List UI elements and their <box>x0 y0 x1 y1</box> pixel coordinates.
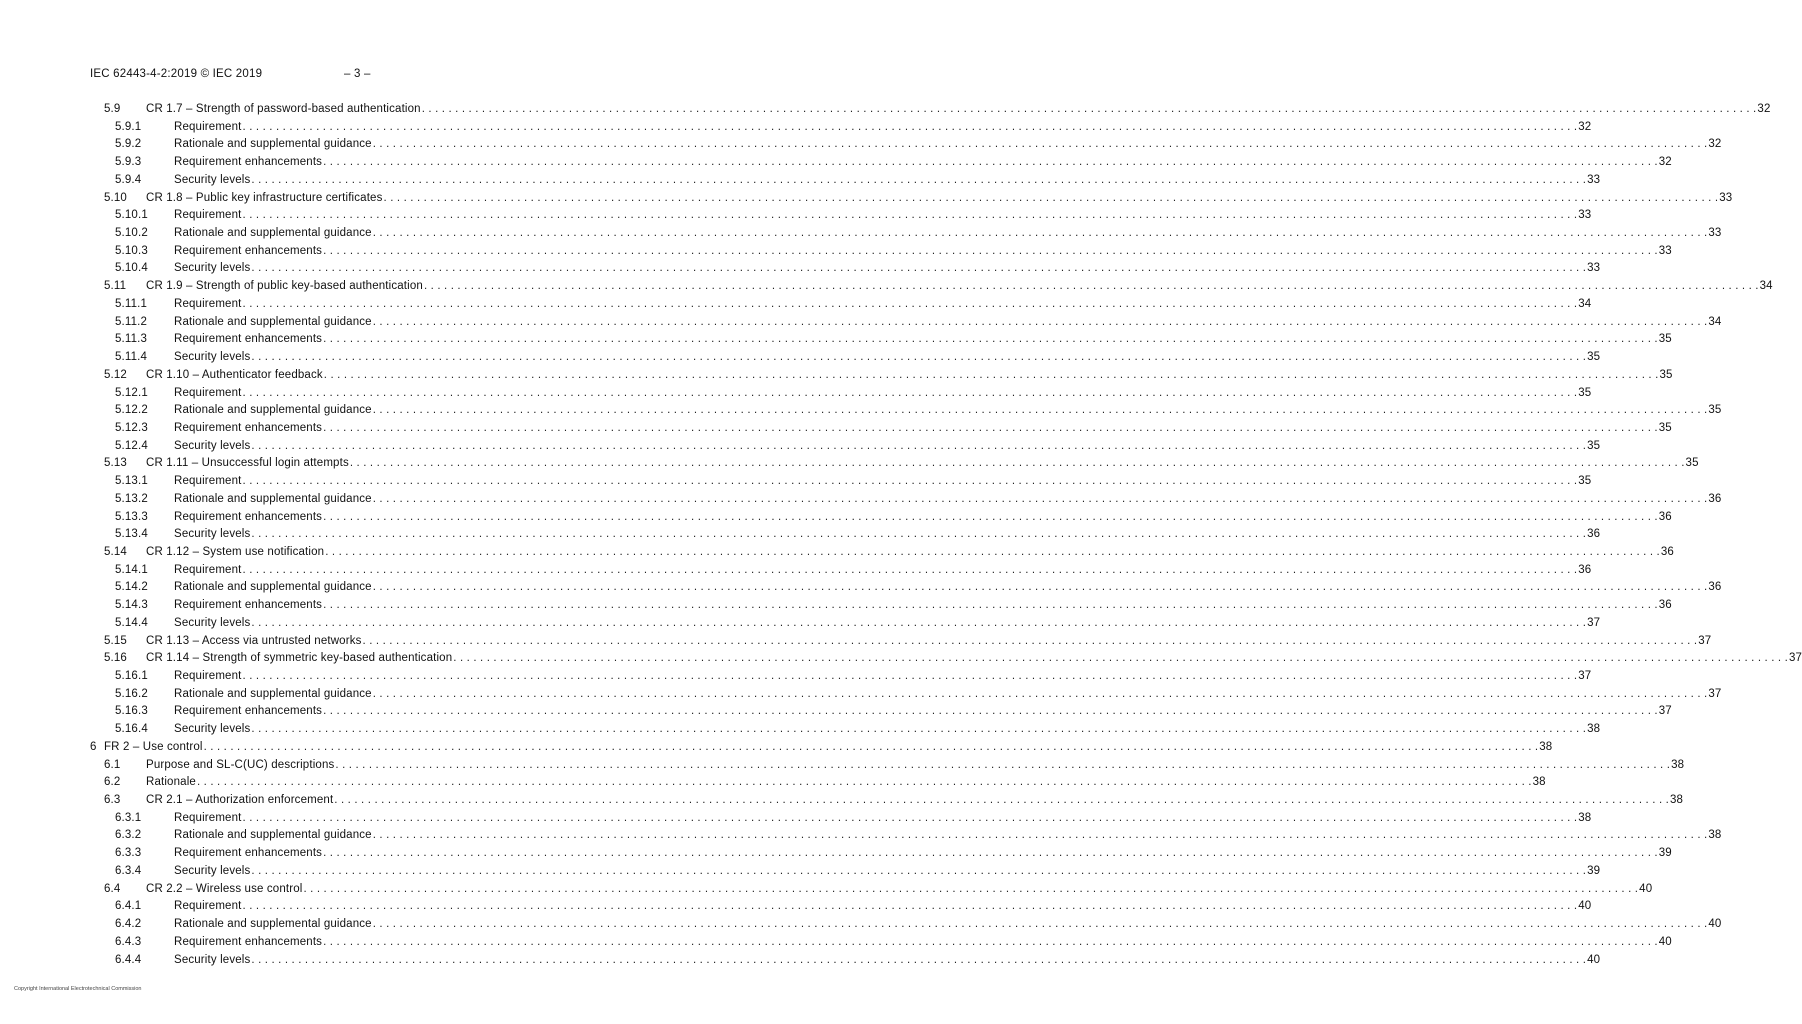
toc-entry-page: 33 <box>1587 262 1601 275</box>
dot-leader: . . . . . . . . . . . . . . . . . . . . . . . . . . . . . . . . . . . . . . . . . . . . . . . . . . . . . . . . . . . . . . . . . . . . . . . . . . . . . . . . . . . . . . . . . . . . . . . . . . . . . . . . . . . . . . . . . . . . . . . . . . . . . . . . . . . . . . . . . . . . . . . . . . . . . . . . . . . . . . . . . . . . . . . . . . . . . . . . . . . . . . . . . . . . . . . . . . . . . . . . <box>251 864 1587 877</box>
toc-entry[interactable] <box>0 845 1672 863</box>
toc-entry-title: Requirement enhancements <box>174 156 323 169</box>
dot-leader: . . . . . . . . . . . . . . . . . . . . . . . . . . . . . . . . . . . . . . . . . . . . . . . . . . . . . . . . . . . . . . . . . . . . . . . . . . . . . . . . . . . . . . . . . . . . . . . . . . . . . . . . . . . . . . . . . . . . . . . . . . . . . . . . . . . . . . . . . . . . . . . . . . . . . . . . . . . . . . . . . . . . . . . . . . . . . . . . . . . . . . . . . . . . . . . . . . . . . . . . <box>242 900 1578 913</box>
toc-entry-page: 40 <box>1658 935 1672 948</box>
dot-leader: . . . . . . . . . . . . . . . . . . . . . . . . . . . . . . . . . . . . . . . . . . . . . . . . . . . . . . . . . . . . . . . . . . . . . . . . . . . . . . . . . . . . . . . . . . . . . . . . . . . . . . . . . . . . . . . . . . . . . . . . . . . . . . . . . . . . . . . . . . . . . . . . . . . . . . . . . . . . . . . . . . . . . . . . . . . . . . . . . . . . . . . . . . . . . . . . . . . . . . . . <box>372 138 1708 151</box>
page-number: – 3 – <box>344 68 371 80</box>
toc-entry[interactable] <box>0 686 1722 704</box>
toc-entry-page: 37 <box>1788 652 1802 665</box>
dot-leader: . . . . . . . . . . . . . . . . . . . . . . . . . . . . . . . . . . . . . . . . . . . . . . . . . . . . . . . . . . . . . . . . . . . . . . . . . . . . . . . . . . . . . . . . . . . . . . . . . . . . . . . . . . . . . . . . . . . . . . . . . . . . . . . . . . . . . . . . . . . . . . . . . . . . . . . . . . . . . . . . . . . . . . . . . . . . . . . . . . . . . . . . . . . . . . . . . . . . . . . . <box>349 457 1685 470</box>
toc-entry[interactable] <box>0 278 1773 296</box>
toc-entry-title: Requirement enhancements <box>174 599 323 612</box>
toc-entry-number: 5.14 <box>104 545 127 558</box>
toc-entry-title: FR 2 – Use control <box>104 740 203 753</box>
toc-entry[interactable] <box>0 455 1699 473</box>
dot-leader: . . . . . . . . . . . . . . . . . . . . . . . . . . . . . . . . . . . . . . . . . . . . . . . . . . . . . . . . . . . . . . . . . . . . . . . . . . . . . . . . . . . . . . . . . . . . . . . . . . . . . . . . . . . . . . . . . . . . . . . . . . . . . . . . . . . . . . . . . . . . . . . . . . . . . . . . . . . . . . . . . . . . . . . . . . . . . . . . . . . . . . . . . . . . . . . . . . . . . . . . <box>372 581 1708 594</box>
toc-entry[interactable] <box>0 615 1601 633</box>
toc-entry-number: 5.16.2 <box>115 687 148 700</box>
toc-entry-number: 5.9.1 <box>115 120 142 133</box>
toc-entry[interactable] <box>0 863 1601 881</box>
dot-leader: . . . . . . . . . . . . . . . . . . . . . . . . . . . . . . . . . . . . . . . . . . . . . . . . . . . . . . . . . . . . . . . . . . . . . . . . . . . . . . . . . . . . . . . . . . . . . . . . . . . . . . . . . . . . . . . . . . . . . . . . . . . . . . . . . . . . . . . . . . . . . . . . . . . . . . . . . . . . . . . . . . . . . . . . . . . . . . . . . . . . . . . . . . . . . . . . . . . . . . . . <box>372 227 1708 240</box>
toc-entry-page: 35 <box>1587 351 1601 364</box>
toc-entry-page: 37 <box>1587 616 1601 629</box>
toc-entry-page: 35 <box>1658 421 1672 434</box>
dot-leader: . . . . . . . . . . . . . . . . . . . . . . . . . . . . . . . . . . . . . . . . . . . . . . . . . . . . . . . . . . . . . . . . . . . . . . . . . . . . . . . . . . . . . . . . . . . . . . . . . . . . . . . . . . . . . . . . . . . . . . . . . . . . . . . . . . . . . . . . . . . . . . . . . . . . . . . . . . . . . . . . . . . . . . . . . . . . . . . . . . . . . . . . . . . . . . . . . . . . . . . . <box>242 670 1578 682</box>
toc-entry-page: 36 <box>1658 599 1672 612</box>
toc-entry-page: 36 <box>1708 581 1722 594</box>
toc-entry-title: Security levels <box>174 616 251 629</box>
toc-entry[interactable] <box>0 296 1592 314</box>
toc-entry[interactable] <box>0 668 1592 686</box>
toc-entry-title: Requirement enhancements <box>174 935 323 948</box>
toc-entry[interactable] <box>0 438 1601 456</box>
toc-entry[interactable] <box>0 633 1712 651</box>
toc-entry-number: 5.12.1 <box>115 386 148 399</box>
toc-entry-page: 35 <box>1685 457 1699 470</box>
toc-entry-title: Rationale and supplemental guidance <box>174 581 372 594</box>
toc-entry-title: Rationale and supplemental guidance <box>174 138 372 151</box>
toc-entry-number: 5.9.2 <box>115 138 142 151</box>
dot-leader: . . . . . . . . . . . . . . . . . . . . . . . . . . . . . . . . . . . . . . . . . . . . . . . . . . . . . . . . . . . . . . . . . . . . . . . . . . . . . . . . . . . . . . . . . . . . . . . . . . . . . . . . . . . . . . . . . . . . . . . . . . . . . . . . . . . . . . . . . . . . . . . . . . . . . . . . . . . . . . . . . . . . . . . . . . . . . . . . . . . . . . . . . . . . . . . . . . . . . . . . <box>372 918 1708 931</box>
toc-entry-page: 38 <box>1578 811 1592 824</box>
toc-entry-page: 35 <box>1578 386 1592 399</box>
toc-entry[interactable] <box>0 473 1592 491</box>
toc-entry-title: Requirement enhancements <box>174 510 323 523</box>
toc-entry[interactable] <box>0 650 1802 668</box>
toc-entry-page: 36 <box>1578 563 1592 576</box>
page-header <box>90 68 650 84</box>
toc-entry[interactable] <box>0 207 1592 225</box>
dot-leader: . . . . . . . . . . . . . . . . . . . . . . . . . . . . . . . . . . . . . . . . . . . . . . . . . . . . . . . . . . . . . . . . . . . . . . . . . . . . . . . . . . . . . . . . . . . . . . . . . . . . . . . . . . . . . . . . . . . . . . . . . . . . . . . . . . . . . . . . . . . . . . . . . . . . . . . . . . . . . . . . . . . . . . . . . . . . . . . . . . . . . . . . . . . . . . . . . . . . . . . . <box>242 297 1578 310</box>
dot-leader: . . . . . . . . . . . . . . . . . . . . . . . . . . . . . . . . . . . . . . . . . . . . . . . . . . . . . . . . . . . . . . . . . . . . . . . . . . . . . . . . . . . . . . . . . . . . . . . . . . . . . . . . . . . . . . . . . . . . . . . . . . . . . . . . . . . . . . . . . . . . . . . . . . . . . . . . . . . . . . . . . . . . . . . . . . . . . . . . . . . . . . . . . . . . . . . . . . . . . . . . <box>251 351 1587 364</box>
toc-entry-title: Requirement <box>174 563 242 576</box>
dot-leader: . . . . . . . . . . . . . . . . . . . . . . . . . . . . . . . . . . . . . . . . . . . . . . . . . . . . . . . . . . . . . . . . . . . . . . . . . . . . . . . . . . . . . . . . . . . . . . . . . . . . . . . . . . . . . . . . . . . . . . . . . . . . . . . . . . . . . . . . . . . . . . . . . . . . . . . . . . . . . . . . . . . . . . . . . . . . . . . . . . . . . . . . . . . . . . . . . . . . . . . . <box>372 404 1708 417</box>
toc-entry-title: Requirement <box>174 475 242 488</box>
toc-entry-number: 5.13.3 <box>115 510 148 523</box>
toc-entry-title: Rationale and supplemental guidance <box>174 404 372 417</box>
toc-entry-number: 6.3.2 <box>115 829 142 842</box>
copyright-footer: Copyright International Electrotechnical Commission <box>14 986 142 992</box>
toc-entry[interactable] <box>0 367 1673 385</box>
toc-entry-number: 6.3.1 <box>115 811 142 824</box>
toc-entry-title: Rationale and supplemental guidance <box>174 687 372 700</box>
toc-entry[interactable] <box>0 934 1672 952</box>
dot-leader: . . . . . . . . . . . . . . . . . . . . . . . . . . . . . . . . . . . . . . . . . . . . . . . . . . . . . . . . . . . . . . . . . . . . . . . . . . . . . . . . . . . . . . . . . . . . . . . . . . . . . . . . . . . . . . . . . . . . . . . . . . . . . . . . . . . . . . . . . . . . . . . . . . . . . . . . . . . . . . . . . . . . . . . . . . . . . . . . . . . . . . . . . . . . . . . . . . . . . . . . <box>242 386 1578 399</box>
toc-entry-title: Requirement <box>174 386 242 399</box>
toc-entry-title: Security levels <box>174 723 251 736</box>
toc-entry-number: 5.14.4 <box>115 616 148 629</box>
toc-entry-page: 38 <box>1671 758 1685 771</box>
toc-entry-page: 35 <box>1578 475 1592 488</box>
dot-leader: . . . . . . . . . . . . . . . . . . . . . . . . . . . . . . . . . . . . . . . . . . . . . . . . . . . . . . . . . . . . . . . . . . . . . . . . . . . . . . . . . . . . . . . . . . . . . . . . . . . . . . . . . . . . . . . . . . . . . . . . . . . . . . . . . . . . . . . . . . . . . . . . . . . . . . . . . . . . . . . . . . . . . . . . . . . . . . . . . . . . . . . . . . . . . . . . . . . . . . . . <box>242 209 1578 222</box>
toc-entry-page: 38 <box>1587 723 1601 736</box>
toc-entry[interactable] <box>0 757 1685 775</box>
toc-entry-number: 5.14.1 <box>115 563 148 576</box>
toc-entry-page: 33 <box>1578 209 1592 222</box>
dot-leader: . . . . . . . . . . . . . . . . . . . . . . . . . . . . . . . . . . . . . . . . . . . . . . . . . . . . . . . . . . . . . . . . . . . . . . . . . . . . . . . . . . . . . . . . . . . . . . . . . . . . . . . . . . . . . . . . . . . . . . . . . . . . . . . . . . . . . . . . . . . . . . . . . . . . . . . . . . . . . . . . . . . . . . . . . . . . . . . . . . . . . . . . . . . . . . . . . . . . . . . . <box>323 244 1658 257</box>
toc-entry-number: 5.12.3 <box>115 421 148 434</box>
toc-entry-page: 40 <box>1578 900 1592 913</box>
toc-entry-number: 6.3.4 <box>115 864 142 877</box>
toc-entry[interactable] <box>0 190 1733 208</box>
toc-entry-page: 36 <box>1658 510 1672 523</box>
toc-entry[interactable] <box>0 562 1592 580</box>
dot-leader: . . . . . . . . . . . . . . . . . . . . . . . . . . . . . . . . . . . . . . . . . . . . . . . . . . . . . . . . . . . . . . . . . . . . . . . . . . . . . . . . . . . . . . . . . . . . . . . . . . . . . . . . . . . . . . . . . . . . . . . . . . . . . . . . . . . . . . . . . . . . . . . . . . . . . . . . . . . . . . . . . . . . . . . . . . . . . . . . . . . . . . . . . . . . . . . . . . . . . . . . <box>421 103 1757 115</box>
toc-entry-title: Rationale <box>146 776 196 789</box>
dot-leader: . . . . . . . . . . . . . . . . . . . . . . . . . . . . . . . . . . . . . . . . . . . . . . . . . . . . . . . . . . . . . . . . . . . . . . . . . . . . . . . . . . . . . . . . . . . . . . . . . . . . . . . . . . . . . . . . . . . . . . . . . . . . . . . . . . . . . . . . . . . . . . . . . . . . . . . . . . . . . . . . . . . . . . . . . . . . . . . . . . . . . . . . . . . . . . . . . . . . . . . . <box>372 687 1708 700</box>
toc-entry-page: 37 <box>1578 670 1592 682</box>
dot-leader: . . . . . . . . . . . . . . . . . . . . . . . . . . . . . . . . . . . . . . . . . . . . . . . . . . . . . . . . . . . . . . . . . . . . . . . . . . . . . . . . . . . . . . . . . . . . . . . . . . . . . . . . . . . . . . . . . . . . . . . . . . . . . . . . . . . . . . . . . . . . . . . . . . . . . . . . . . . . . . . . . . . . . . . . . . . . . . . . . . . . . . . . . . . . . . . . . . . . . . . . <box>251 262 1587 275</box>
toc-entry-page: 39 <box>1587 864 1601 877</box>
toc-entry-number: 5.11.1 <box>115 297 148 310</box>
toc-entry-title: Security levels <box>174 262 251 275</box>
toc-entry-page: 32 <box>1658 156 1672 169</box>
toc-entry-number: 6.3 <box>104 794 121 807</box>
toc-entry[interactable] <box>0 827 1722 845</box>
toc-entry-number: 5.11.4 <box>115 351 148 364</box>
toc-entry[interactable] <box>0 136 1722 154</box>
toc-entry-number: 5.9.3 <box>115 156 142 169</box>
toc-entry-page: 34 <box>1708 315 1722 328</box>
dot-leader: . . . . . . . . . . . . . . . . . . . . . . . . . . . . . . . . . . . . . . . . . . . . . . . . . . . . . . . . . . . . . . . . . . . . . . . . . . . . . . . . . . . . . . . . . . . . . . . . . . . . . . . . . . . . . . . . . . . . . . . . . . . . . . . . . . . . . . . . . . . . . . . . . . . . . . . . . . . . . . . . . . . . . . . . . . . . . . . . . . . . . . . . . . . . . . . . . . . . . . . . <box>323 333 1658 346</box>
toc-entry-number: 5.16.1 <box>115 670 148 682</box>
toc-entry[interactable] <box>0 774 1546 792</box>
dot-leader: . . . . . . . . . . . . . . . . . . . . . . . . . . . . . . . . . . . . . . . . . . . . . . . . . . . . . . . . . . . . . . . . . . . . . . . . . . . . . . . . . . . . . . . . . . . . . . . . . . . . . . . . . . . . . . . . . . . . . . . . . . . . . . . . . . . . . . . . . . . . . . . . . . . . . . . . . . . . . . . . . . . . . . . . . . . . . . . . . . . . . . . . . . . . . . . . . . . . . . . . <box>251 723 1587 736</box>
toc-entry-page: 34 <box>1578 297 1592 310</box>
dot-leader: . . . . . . . . . . . . . . . . . . . . . . . . . . . . . . . . . . . . . . . . . . . . . . . . . . . . . . . . . . . . . . . . . . . . . . . . . . . . . . . . . . . . . . . . . . . . . . . . . . . . . . . . . . . . . . . . . . . . . . . . . . . . . . . . . . . . . . . . . . . . . . . . . . . . . . . . . . . . . . . . . . . . . . . . . . . . . . . . . . . . . . . . . . . . . . . . . . . . . . . . <box>203 740 1539 753</box>
toc-entry-title: Rationale and supplemental guidance <box>174 227 372 240</box>
dot-leader: . . . . . . . . . . . . . . . . . . . . . . . . . . . . . . . . . . . . . . . . . . . . . . . . . . . . . . . . . . . . . . . . . . . . . . . . . . . . . . . . . . . . . . . . . . . . . . . . . . . . . . . . . . . . . . . . . . . . . . . . . . . . . . . . . . . . . . . . . . . . . . . . . . . . . . . . . . . . . . . . . . . . . . . . . . . . . . . . . . . . . . . . . . . . . . . . . . . . . . . . <box>323 705 1658 718</box>
toc-entry-number: 5.10.1 <box>115 209 148 222</box>
dot-leader: . . . . . . . . . . . . . . . . . . . . . . . . . . . . . . . . . . . . . . . . . . . . . . . . . . . . . . . . . . . . . . . . . . . . . . . . . . . . . . . . . . . . . . . . . . . . . . . . . . . . . . . . . . . . . . . . . . . . . . . . . . . . . . . . . . . . . . . . . . . . . . . . . . . . . . . . . . . . . . . . . . . . . . . . . . . . . . . . . . . . . . . . . . . . . . . . . . . . . . . . <box>251 953 1587 966</box>
dot-leader: . . . . . . . . . . . . . . . . . . . . . . . . . . . . . . . . . . . . . . . . . . . . . . . . . . . . . . . . . . . . . . . . . . . . . . . . . . . . . . . . . . . . . . . . . . . . . . . . . . . . . . . . . . . . . . . . . . . . . . . . . . . . . . . . . . . . . . . . . . . . . . . . . . . . . . . . . . . . . . . . . . . . . . . . . . . . . . . . . . . . . . . . . . . . . . . . . . . . . . . . <box>323 935 1658 948</box>
dot-leader: . . . . . . . . . . . . . . . . . . . . . . . . . . . . . . . . . . . . . . . . . . . . . . . . . . . . . . . . . . . . . . . . . . . . . . . . . . . . . . . . . . . . . . . . . . . . . . . . . . . . . . . . . . . . . . . . . . . . . . . . . . . . . . . . . . . . . . . . . . . . . . . . . . . . . . . . . . . . . . . . . . . . . . . . . . . . . . . . . . . . . . . . . . . . . . . . . . . . . . . . <box>334 794 1669 807</box>
toc-entry-title: Security levels <box>174 528 251 541</box>
toc-entry-number: 6.1 <box>104 758 121 771</box>
toc-entry[interactable] <box>0 402 1722 420</box>
toc-entry-number: 5.9.4 <box>115 173 142 186</box>
toc-entry[interactable] <box>0 101 1771 119</box>
toc-entry-title: CR 1.14 – Strength of symmetric key-based authentication <box>146 652 453 665</box>
toc-entry[interactable] <box>0 792 1684 810</box>
toc-entry-page: 36 <box>1708 492 1722 505</box>
toc-entry[interactable] <box>0 703 1672 721</box>
toc-entry[interactable] <box>0 260 1601 278</box>
toc-entry-page: 33 <box>1587 173 1601 186</box>
toc-entry-number: 6.3.3 <box>115 847 142 860</box>
document-id: IEC 62443-4-2:2019 © IEC 2019 <box>90 68 263 80</box>
toc-entry[interactable] <box>0 225 1722 243</box>
toc-entry-page: 37 <box>1708 687 1722 700</box>
toc-entry-page: 36 <box>1587 528 1601 541</box>
dot-leader: . . . . . . . . . . . . . . . . . . . . . . . . . . . . . . . . . . . . . . . . . . . . . . . . . . . . . . . . . . . . . . . . . . . . . . . . . . . . . . . . . . . . . . . . . . . . . . . . . . . . . . . . . . . . . . . . . . . . . . . . . . . . . . . . . . . . . . . . . . . . . . . . . . . . . . . . . . . . . . . . . . . . . . . . . . . . . . . . . . . . . . . . . . . . . . . . . . . . . . . . <box>323 599 1658 612</box>
toc-entry-number: 5.12.2 <box>115 404 148 417</box>
toc-entry-number: 5.13.1 <box>115 475 148 488</box>
dot-leader: . . . . . . . . . . . . . . . . . . . . . . . . . . . . . . . . . . . . . . . . . . . . . . . . . . . . . . . . . . . . . . . . . . . . . . . . . . . . . . . . . . . . . . . . . . . . . . . . . . . . . . . . . . . . . . . . . . . . . . . . . . . . . . . . . . . . . . . . . . . . . . . . . . . . . . . . . . . . . . . . . . . . . . . . . . . . . . . . . . . . . . . . . . . . . . . . . . . . . . . . <box>303 882 1639 895</box>
toc-entry-page: 33 <box>1719 191 1733 204</box>
toc-entry-page: 38 <box>1669 794 1684 807</box>
toc-entry-number: 5.11.3 <box>115 333 148 346</box>
toc-entry-page: 37 <box>1698 634 1712 647</box>
toc-entry-page: 40 <box>1587 953 1601 966</box>
dot-leader: . . . . . . . . . . . . . . . . . . . . . . . . . . . . . . . . . . . . . . . . . . . . . . . . . . . . . . . . . . . . . . . . . . . . . . . . . . . . . . . . . . . . . . . . . . . . . . . . . . . . . . . . . . . . . . . . . . . . . . . . . . . . . . . . . . . . . . . . . . . . . . . . . . . . . . . . . . . . . . . . . . . . . . . . . . . . . . . . . . . . . . . . . . . . . . . . . . . . . . . . <box>251 173 1587 186</box>
toc-entry-title: Requirement <box>174 120 242 133</box>
toc-entry[interactable] <box>0 952 1601 970</box>
toc-entry-title: Security levels <box>174 864 251 877</box>
toc-entry[interactable] <box>0 119 1592 137</box>
toc-entry-title: CR 1.13 – Access via untrusted networks <box>146 634 362 647</box>
dot-leader: . . . . . . . . . . . . . . . . . . . . . . . . . . . . . . . . . . . . . . . . . . . . . . . . . . . . . . . . . . . . . . . . . . . . . . . . . . . . . . . . . . . . . . . . . . . . . . . . . . . . . . . . . . . . . . . . . . . . . . . . . . . . . . . . . . . . . . . . . . . . . . . . . . . . . . . . . . . . . . . . . . . . . . . . . . . . . . . . . . . . . . . . . . . . . . . . . . . . . . . . <box>196 776 1532 789</box>
toc-entry[interactable] <box>0 739 1553 757</box>
toc-entry-number: 5.9 <box>104 103 121 115</box>
toc-entry-number: 5.10 <box>104 191 127 204</box>
dot-leader: . . . . . . . . . . . . . . . . . . . . . . . . . . . . . . . . . . . . . . . . . . . . . . . . . . . . . . . . . . . . . . . . . . . . . . . . . . . . . . . . . . . . . . . . . . . . . . . . . . . . . . . . . . . . . . . . . . . . . . . . . . . . . . . . . . . . . . . . . . . . . . . . . . . . . . . . . . . . . . . . . . . . . . . . . . . . . . . . . . . . . . . . . . . . . . . . . . . . . . . . <box>242 563 1578 576</box>
toc-entry[interactable] <box>0 898 1592 916</box>
table-of-contents <box>0 101 1802 969</box>
dot-leader: . . . . . . . . . . . . . . . . . . . . . . . . . . . . . . . . . . . . . . . . . . . . . . . . . . . . . . . . . . . . . . . . . . . . . . . . . . . . . . . . . . . . . . . . . . . . . . . . . . . . . . . . . . . . . . . . . . . . . . . . . . . . . . . . . . . . . . . . . . . . . . . . . . . . . . . . . . . . . . . . . . . . . . . . . . . . . . . . . . . . . . . . . . . . . . . . . . . . . . . . <box>423 280 1759 293</box>
toc-entry[interactable] <box>0 721 1601 739</box>
toc-entry-title: Requirement enhancements <box>174 333 323 346</box>
toc-entry[interactable] <box>0 385 1592 403</box>
toc-entry-title: Requirement <box>174 297 242 310</box>
toc-entry-page: 32 <box>1578 120 1592 133</box>
toc-entry-page: 32 <box>1708 138 1722 151</box>
dot-leader: . . . . . . . . . . . . . . . . . . . . . . . . . . . . . . . . . . . . . . . . . . . . . . . . . . . . . . . . . . . . . . . . . . . . . . . . . . . . . . . . . . . . . . . . . . . . . . . . . . . . . . . . . . . . . . . . . . . . . . . . . . . . . . . . . . . . . . . . . . . . . . . . . . . . . . . . . . . . . . . . . . . . . . . . . . . . . . . . . . . . . . . . . . . . . . . . . . . . . . . . <box>242 120 1578 133</box>
toc-entry-page: 38 <box>1539 740 1553 753</box>
toc-entry-number: 5.12 <box>104 368 127 381</box>
toc-entry-page: 37 <box>1658 705 1672 718</box>
toc-entry-number: 5.13.4 <box>115 528 148 541</box>
toc-entry[interactable] <box>0 349 1601 367</box>
toc-entry[interactable] <box>0 331 1672 349</box>
toc-entry-title: CR 1.12 – System use notification <box>146 545 325 558</box>
toc-entry-number: 5.12.4 <box>115 439 148 452</box>
dot-leader: . . . . . . . . . . . . . . . . . . . . . . . . . . . . . . . . . . . . . . . . . . . . . . . . . . . . . . . . . . . . . . . . . . . . . . . . . . . . . . . . . . . . . . . . . . . . . . . . . . . . . . . . . . . . . . . . . . . . . . . . . . . . . . . . . . . . . . . . . . . . . . . . . . . . . . . . . . . . . . . . . . . . . . . . . . . . . . . . . . . . . . . . . . . . . . . . . . . . . . . . <box>372 829 1708 842</box>
toc-entry-page: 32 <box>1757 103 1771 115</box>
toc-entry-title: Requirement enhancements <box>174 421 323 434</box>
toc-entry-page: 39 <box>1658 847 1672 860</box>
toc-entry[interactable] <box>0 420 1672 438</box>
toc-entry[interactable] <box>0 544 1674 562</box>
dot-leader: . . . . . . . . . . . . . . . . . . . . . . . . . . . . . . . . . . . . . . . . . . . . . . . . . . . . . . . . . . . . . . . . . . . . . . . . . . . . . . . . . . . . . . . . . . . . . . . . . . . . . . . . . . . . . . . . . . . . . . . . . . . . . . . . . . . . . . . . . . . . . . . . . . . . . . . . . . . . . . . . . . . . . . . . . . . . . . . . . . . . . . . . . . . . . . . . . . . . . . . . <box>242 475 1578 488</box>
toc-entry-page: 38 <box>1532 776 1546 789</box>
toc-entry-title: Purpose and SL-C(UC) descriptions <box>146 758 335 771</box>
toc-entry[interactable] <box>0 881 1653 899</box>
toc-entry-title: CR 2.1 – Authorization enforcement <box>146 794 334 807</box>
toc-entry-number: 5.10.4 <box>115 262 148 275</box>
dot-leader: . . . . . . . . . . . . . . . . . . . . . . . . . . . . . . . . . . . . . . . . . . . . . . . . . . . . . . . . . . . . . . . . . . . . . . . . . . . . . . . . . . . . . . . . . . . . . . . . . . . . . . . . . . . . . . . . . . . . . . . . . . . . . . . . . . . . . . . . . . . . . . . . . . . . . . . . . . . . . . . . . . . . . . . . . . . . . . . . . . . . . . . . . . . . . . . . . . . . . . . . <box>335 758 1671 771</box>
toc-entry-number: 6.4 <box>104 882 121 895</box>
toc-entry-number: 6.4.3 <box>115 935 142 948</box>
toc-entry-page: 33 <box>1658 244 1672 257</box>
dot-leader: . . . . . . . . . . . . . . . . . . . . . . . . . . . . . . . . . . . . . . . . . . . . . . . . . . . . . . . . . . . . . . . . . . . . . . . . . . . . . . . . . . . . . . . . . . . . . . . . . . . . . . . . . . . . . . . . . . . . . . . . . . . . . . . . . . . . . . . . . . . . . . . . . . . . . . . . . . . . . . . . . . . . . . . . . . . . . . . . . . . . . . . . . . . . . . . . . . . . . . . . <box>323 421 1658 434</box>
dot-leader: . . . . . . . . . . . . . . . . . . . . . . . . . . . . . . . . . . . . . . . . . . . . . . . . . . . . . . . . . . . . . . . . . . . . . . . . . . . . . . . . . . . . . . . . . . . . . . . . . . . . . . . . . . . . . . . . . . . . . . . . . . . . . . . . . . . . . . . . . . . . . . . . . . . . . . . . . . . . . . . . . . . . . . . . . . . . . . . . . . . . . . . . . . . . . . . . . . . . . . . . <box>323 847 1658 860</box>
toc-entry-title: Requirement enhancements <box>174 244 323 257</box>
toc-entry-title: Security levels <box>174 953 251 966</box>
toc-entry-number: 5.10.2 <box>115 227 148 240</box>
toc-entry-title: Requirement enhancements <box>174 705 323 718</box>
toc-entry-title: Security levels <box>174 351 251 364</box>
toc-entry-number: 6.2 <box>104 776 121 789</box>
dot-leader: . . . . . . . . . . . . . . . . . . . . . . . . . . . . . . . . . . . . . . . . . . . . . . . . . . . . . . . . . . . . . . . . . . . . . . . . . . . . . . . . . . . . . . . . . . . . . . . . . . . . . . . . . . . . . . . . . . . . . . . . . . . . . . . . . . . . . . . . . . . . . . . . . . . . . . . . . . . . . . . . . . . . . . . . . . . . . . . . . . . . . . . . . . . . . . . . . . . . . . . . <box>251 439 1587 452</box>
toc-entry-title: Rationale and supplemental guidance <box>174 829 372 842</box>
toc-entry-title: CR 1.8 – Public key infrastructure certificates <box>146 191 383 204</box>
toc-entry-title: Rationale and supplemental guidance <box>174 492 372 505</box>
toc-entry-title: Requirement <box>174 209 242 222</box>
toc-entry-page: 38 <box>1708 829 1722 842</box>
toc-entry-page: 40 <box>1639 882 1653 895</box>
toc-entry-number: 6.4.2 <box>115 918 142 931</box>
toc-entry[interactable] <box>0 597 1672 615</box>
toc-entry[interactable] <box>0 509 1672 527</box>
dot-leader: . . . . . . . . . . . . . . . . . . . . . . . . . . . . . . . . . . . . . . . . . . . . . . . . . . . . . . . . . . . . . . . . . . . . . . . . . . . . . . . . . . . . . . . . . . . . . . . . . . . . . . . . . . . . . . . . . . . . . . . . . . . . . . . . . . . . . . . . . . . . . . . . . . . . . . . . . . . . . . . . . . . . . . . . . . . . . . . . . . . . . . . . . . . . . . . . . . . . . . . . <box>325 545 1660 558</box>
toc-entry-title: Rationale and supplemental guidance <box>174 918 372 931</box>
toc-entry-number: 6.4.4 <box>115 953 142 966</box>
dot-leader: . . . . . . . . . . . . . . . . . . . . . . . . . . . . . . . . . . . . . . . . . . . . . . . . . . . . . . . . . . . . . . . . . . . . . . . . . . . . . . . . . . . . . . . . . . . . . . . . . . . . . . . . . . . . . . . . . . . . . . . . . . . . . . . . . . . . . . . . . . . . . . . . . . . . . . . . . . . . . . . . . . . . . . . . . . . . . . . . . . . . . . . . . . . . . . . . . . . . . . . . <box>323 368 1659 381</box>
toc-entry-title: Security levels <box>174 439 251 452</box>
toc-entry-title: CR 1.11 – Unsuccessful login attempts <box>146 457 349 470</box>
toc-entry-number: 5.10.3 <box>115 244 148 257</box>
dot-leader: . . . . . . . . . . . . . . . . . . . . . . . . . . . . . . . . . . . . . . . . . . . . . . . . . . . . . . . . . . . . . . . . . . . . . . . . . . . . . . . . . . . . . . . . . . . . . . . . . . . . . . . . . . . . . . . . . . . . . . . . . . . . . . . . . . . . . . . . . . . . . . . . . . . . . . . . . . . . . . . . . . . . . . . . . . . . . . . . . . . . . . . . . . . . . . . . . . . . . . . . <box>242 811 1578 824</box>
toc-entry-title: Requirement <box>174 811 242 824</box>
toc-entry[interactable] <box>0 579 1722 597</box>
toc-entry-number: 5.13 <box>104 457 127 470</box>
toc-entry-number: 5.16 <box>104 652 127 665</box>
dot-leader: . . . . . . . . . . . . . . . . . . . . . . . . . . . . . . . . . . . . . . . . . . . . . . . . . . . . . . . . . . . . . . . . . . . . . . . . . . . . . . . . . . . . . . . . . . . . . . . . . . . . . . . . . . . . . . . . . . . . . . . . . . . . . . . . . . . . . . . . . . . . . . . . . . . . . . . . . . . . . . . . . . . . . . . . . . . . . . . . . . . . . . . . . . . . . . . . . . . . . . . . <box>372 492 1708 505</box>
dot-leader: . . . . . . . . . . . . . . . . . . . . . . . . . . . . . . . . . . . . . . . . . . . . . . . . . . . . . . . . . . . . . . . . . . . . . . . . . . . . . . . . . . . . . . . . . . . . . . . . . . . . . . . . . . . . . . . . . . . . . . . . . . . . . . . . . . . . . . . . . . . . . . . . . . . . . . . . . . . . . . . . . . . . . . . . . . . . . . . . . . . . . . . . . . . . . . . . . . . . . . . . <box>251 616 1587 629</box>
toc-entry-number: 5.16.3 <box>115 705 148 718</box>
toc-entry[interactable] <box>0 154 1672 172</box>
toc-entry[interactable] <box>0 810 1592 828</box>
toc-entry-page: 34 <box>1759 280 1773 293</box>
toc-entry-title: Requirement enhancements <box>174 847 323 860</box>
toc-entry-title: Rationale and supplemental guidance <box>174 315 372 328</box>
toc-entry[interactable] <box>0 491 1722 509</box>
toc-entry-title: Requirement <box>174 900 242 913</box>
dot-leader: . . . . . . . . . . . . . . . . . . . . . . . . . . . . . . . . . . . . . . . . . . . . . . . . . . . . . . . . . . . . . . . . . . . . . . . . . . . . . . . . . . . . . . . . . . . . . . . . . . . . . . . . . . . . . . . . . . . . . . . . . . . . . . . . . . . . . . . . . . . . . . . . . . . . . . . . . . . . . . . . . . . . . . . . . . . . . . . . . . . . . . . . . . . . . . . . . . . . . . . . <box>323 156 1658 169</box>
dot-leader: . . . . . . . . . . . . . . . . . . . . . . . . . . . . . . . . . . . . . . . . . . . . . . . . . . . . . . . . . . . . . . . . . . . . . . . . . . . . . . . . . . . . . . . . . . . . . . . . . . . . . . . . . . . . . . . . . . . . . . . . . . . . . . . . . . . . . . . . . . . . . . . . . . . . . . . . . . . . . . . . . . . . . . . . . . . . . . . . . . . . . . . . . . . . . . . . . . . . . . . . <box>453 652 1788 665</box>
toc-entry[interactable] <box>0 916 1722 934</box>
dot-leader: . . . . . . . . . . . . . . . . . . . . . . . . . . . . . . . . . . . . . . . . . . . . . . . . . . . . . . . . . . . . . . . . . . . . . . . . . . . . . . . . . . . . . . . . . . . . . . . . . . . . . . . . . . . . . . . . . . . . . . . . . . . . . . . . . . . . . . . . . . . . . . . . . . . . . . . . . . . . . . . . . . . . . . . . . . . . . . . . . . . . . . . . . . . . . . . . . . . . . . . . <box>323 510 1658 523</box>
toc-entry[interactable] <box>0 172 1601 190</box>
toc-entry-number: 5.11.2 <box>115 315 148 328</box>
toc-entry-page: 40 <box>1708 918 1722 931</box>
toc-entry-page: 35 <box>1587 439 1601 452</box>
dot-leader: . . . . . . . . . . . . . . . . . . . . . . . . . . . . . . . . . . . . . . . . . . . . . . . . . . . . . . . . . . . . . . . . . . . . . . . . . . . . . . . . . . . . . . . . . . . . . . . . . . . . . . . . . . . . . . . . . . . . . . . . . . . . . . . . . . . . . . . . . . . . . . . . . . . . . . . . . . . . . . . . . . . . . . . . . . . . . . . . . . . . . . . . . . . . . . . . . . . . . . . . <box>383 191 1719 204</box>
toc-entry-title: CR 1.9 – Strength of public key-based authentication <box>146 280 423 293</box>
toc-entry[interactable] <box>0 526 1601 544</box>
toc-entry-page: 35 <box>1659 368 1673 381</box>
toc-entry-title: CR 2.2 – Wireless use control <box>146 882 303 895</box>
toc-entry-number: 5.15 <box>104 634 127 647</box>
toc-entry-page: 33 <box>1708 227 1722 240</box>
toc-entry[interactable] <box>0 243 1672 261</box>
toc-entry-page: 35 <box>1658 333 1672 346</box>
toc-entry-number: 5.16.4 <box>115 723 148 736</box>
dot-leader: . . . . . . . . . . . . . . . . . . . . . . . . . . . . . . . . . . . . . . . . . . . . . . . . . . . . . . . . . . . . . . . . . . . . . . . . . . . . . . . . . . . . . . . . . . . . . . . . . . . . . . . . . . . . . . . . . . . . . . . . . . . . . . . . . . . . . . . . . . . . . . . . . . . . . . . . . . . . . . . . . . . . . . . . . . . . . . . . . . . . . . . . . . . . . . . . . . . . . . . . <box>372 315 1708 328</box>
toc-entry-title: CR 1.10 – Authenticator feedback <box>146 368 323 381</box>
toc-entry-page: 36 <box>1660 545 1674 558</box>
toc-entry-number: 5.14.3 <box>115 599 148 612</box>
toc-entry[interactable] <box>0 314 1722 332</box>
dot-leader: . . . . . . . . . . . . . . . . . . . . . . . . . . . . . . . . . . . . . . . . . . . . . . . . . . . . . . . . . . . . . . . . . . . . . . . . . . . . . . . . . . . . . . . . . . . . . . . . . . . . . . . . . . . . . . . . . . . . . . . . . . . . . . . . . . . . . . . . . . . . . . . . . . . . . . . . . . . . . . . . . . . . . . . . . . . . . . . . . . . . . . . . . . . . . . . . . . . . . . . . <box>362 634 1698 647</box>
toc-entry-title: Security levels <box>174 173 251 186</box>
toc-entry-number: 5.11 <box>104 280 127 293</box>
toc-entry-title: CR 1.7 – Strength of password-based authentication <box>146 103 421 115</box>
toc-entry-number: 5.14.2 <box>115 581 148 594</box>
toc-entry-page: 35 <box>1708 404 1722 417</box>
dot-leader: . . . . . . . . . . . . . . . . . . . . . . . . . . . . . . . . . . . . . . . . . . . . . . . . . . . . . . . . . . . . . . . . . . . . . . . . . . . . . . . . . . . . . . . . . . . . . . . . . . . . . . . . . . . . . . . . . . . . . . . . . . . . . . . . . . . . . . . . . . . . . . . . . . . . . . . . . . . . . . . . . . . . . . . . . . . . . . . . . . . . . . . . . . . . . . . . . . . . . . . . <box>251 528 1587 541</box>
toc-entry-number: 5.13.2 <box>115 492 148 505</box>
toc-entry-number: 6.4.1 <box>115 900 142 913</box>
toc-entry-title: Requirement <box>174 670 242 682</box>
toc-entry-number: 6 <box>90 740 97 753</box>
